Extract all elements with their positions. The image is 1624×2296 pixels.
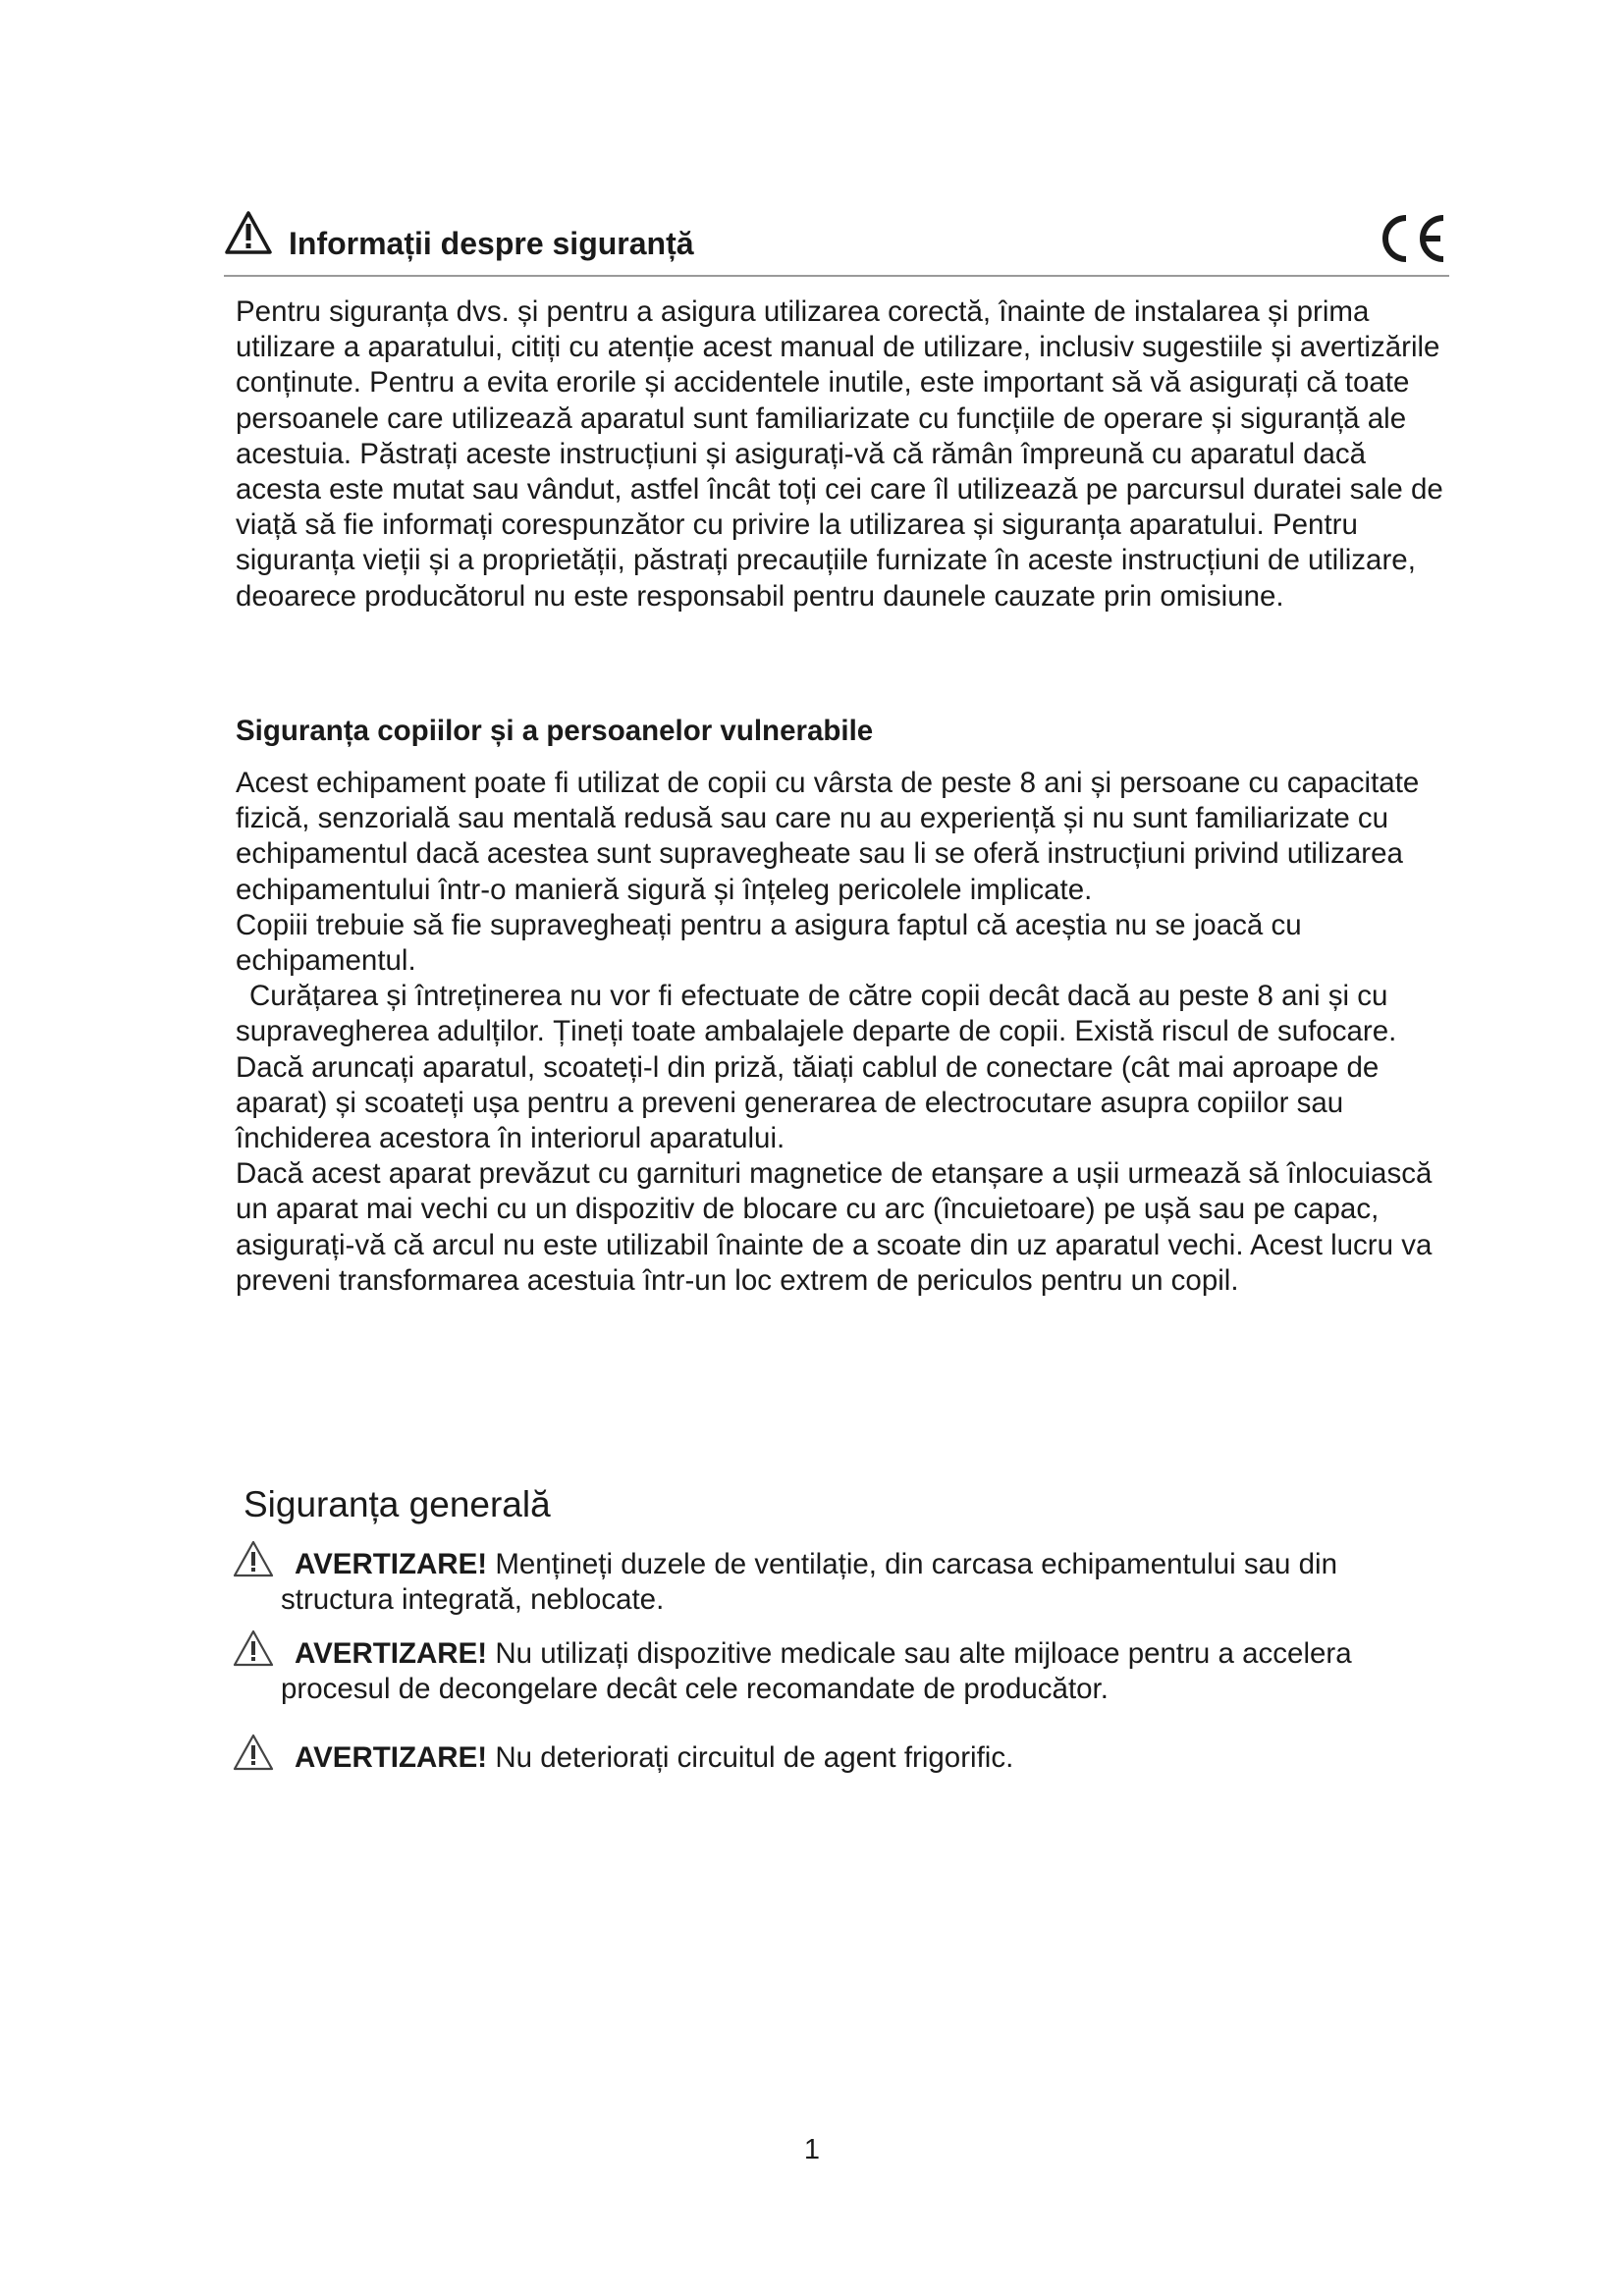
general-safety-heading: Siguranța generală: [244, 1484, 551, 1524]
warning-body: Nu utilizați dispozitive medicale sau alte mijloace pentru a accelera procesul de decongelare decât cele recomandate de producător.: [281, 1637, 1352, 1706]
warning-body: Mențineți duzele de ventilație, din carcasa echipamentului sau din structura integrată, neblocate.: [281, 1548, 1337, 1617]
warning-body: Nu deteriorați circuitul de agent frigorific.: [487, 1741, 1014, 1774]
intro-paragraph: Pentru siguranța dvs. și pentru a asigura utilizarea corectă, înainte de instalarea și prima utilizare a aparatului, citiți cu atenție acest manual de utilizare, inclusiv sugestiile și avertizările conținute. Pentru a evita erorile și accidentele inutile, este important să vă asigurați că toate persoanele care utilizează aparatul sunt familiarizate cu funcțiile de operare și siguranță ale acestuia. Păstrați aceste instrucțiuni și asigurați-vă că rămân împreună cu aparatul dacă acesta este mutat sau vândut, astfel încât toți cei care îl utilizează pe parcursul duratei sale de viață să fie informați corespunzător cu privire la utilizarea și siguranța aparatului. Pentru siguranța vieții și a proprietății, păstrați precauțiile furnizate în aceste instrucțiuni de utilizare, deoarece producătorul nu este responsabil pentru daunele cauzate prin omisiune.: [236, 295, 1443, 613]
warning-item: [232, 1636, 1449, 1707]
children-paragraph: Dacă acest aparat prevăzut cu garnituri magnetice de etanșare a ușii urmează să înlocuiască un aparat mai vechi cu un dispozitiv de blocare cu arc (încuietoare) pe ușă sau pe capac, asigurați-vă că arcul nu este utilizabil înainte de a scoate din uz aparatul vechi. Acest lucru va preveni transformarea acestuia într-un loc extrem de periculos pentru un copil.: [236, 1157, 1433, 1297]
children-paragraph: Curățarea și întreținerea nu vor fi efectuate de către copii decât dacă au peste 8 ani și cu supravegherea adulților. Țineți toate ambalajele departe de copii. Există riscul de sufocare.: [236, 980, 1397, 1048]
header-divider: [224, 275, 1449, 277]
warning-triangle-icon: [232, 1539, 275, 1578]
warning-triangle-icon: [232, 1733, 275, 1772]
section-header: [224, 208, 1449, 277]
page-title: Informații despre siguranță: [289, 226, 694, 261]
warning-item: [232, 1740, 1449, 1776]
warning-text: [281, 1740, 1449, 1776]
children-paragraph: Copiii trebuie să fie supravegheați pentru a asigura faptul că aceștia nu se joacă cu echipamentul.: [236, 908, 1302, 978]
children-paragraph: Acest echipament poate fi utilizat de copii cu vârsta de peste 8 ani și persoane cu capacitate fizică, senzorială sau mentală redusă sau care nu au experiență și nu sunt familiarizate cu echipamentul dacă acestea sunt supravegheate sau li se oferă instrucțiuni privind utilizarea echipamentului într-o manieră sigură și înțeleg pericolele implicate.: [236, 767, 1420, 906]
warning-label: AVERTIZARE!: [295, 1637, 488, 1670]
warning-text: [281, 1636, 1449, 1707]
warning-item: [232, 1547, 1449, 1618]
ce-mark-icon: [1377, 212, 1449, 265]
warning-triangle-icon: [224, 210, 273, 255]
warning-triangle-icon: [232, 1629, 275, 1668]
warning-text: [281, 1547, 1449, 1618]
children-paragraph: Dacă aruncați aparatul, scoateți-l din priză, tăiați cablul de conectare (cât mai aproape de aparat) și scoateți ușa pentru a preveni generarea de electrocutare asupra copiilor sau închiderea acestora în interiorul aparatului.: [236, 1050, 1380, 1155]
page-number: 1: [803, 2134, 821, 2165]
intro-text: [236, 294, 1445, 614]
children-safety-text: [236, 766, 1453, 1299]
warning-label: AVERTIZARE!: [295, 1548, 488, 1580]
warning-label: AVERTIZARE!: [295, 1741, 488, 1774]
children-safety-heading: Siguranța copiilor și a persoanelor vulnerabile: [236, 715, 874, 747]
